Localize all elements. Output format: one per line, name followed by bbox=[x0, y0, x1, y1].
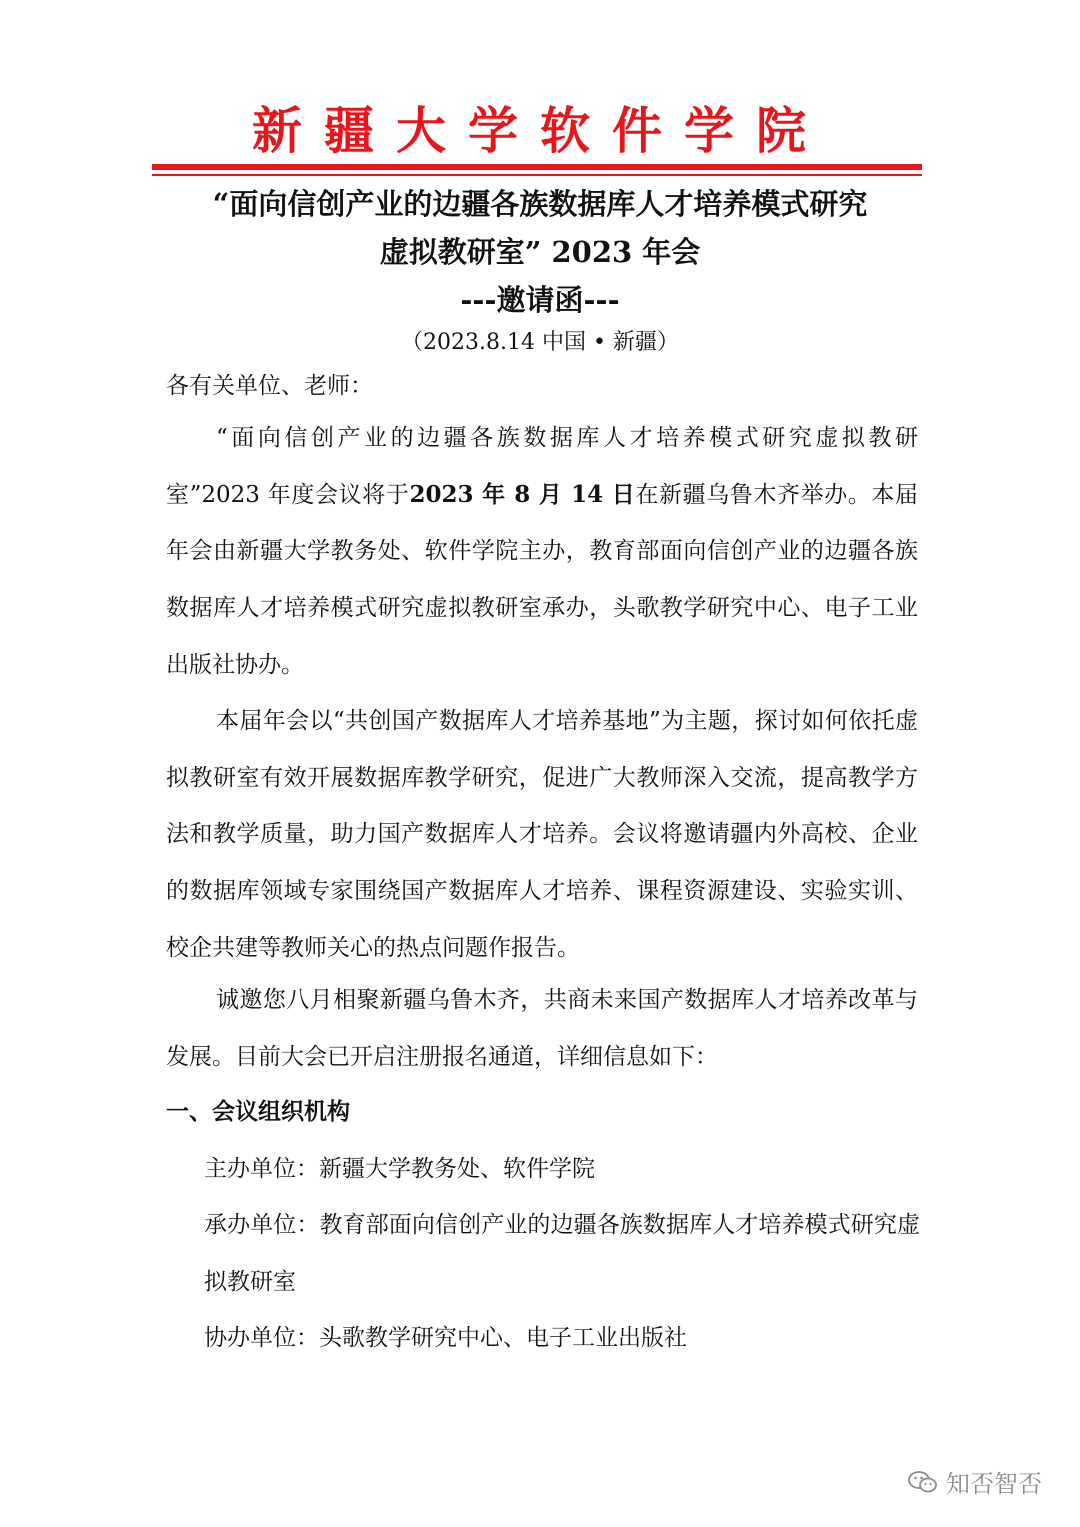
title-line-3: ---邀请函--- bbox=[460, 283, 620, 317]
watermark-text: 知否智否 bbox=[946, 1470, 1042, 1498]
paragraph-1 bbox=[166, 410, 918, 694]
co-organizer-unit: 协办单位：头歌教学研究中心、电子工业出版社 bbox=[204, 1325, 687, 1351]
title-line-2: 虚拟教研室” 2023 年会 bbox=[379, 235, 701, 269]
masthead-rule-thick bbox=[152, 164, 922, 170]
paragraph-3: 诚邀您八月相聚新疆乌鲁木齐，共商未来国产数据库人才培养改革与发展。目前大会已开启注册报名通道，详细信息如下： bbox=[166, 987, 918, 1070]
dateline: （2023.8.14 中国 • 新疆） bbox=[401, 330, 679, 355]
paragraph-1-part-a: “面向信创产业的边疆各族数据库人才培养模式研究虚拟教研室”2023 年度会议将于 bbox=[166, 425, 918, 508]
masthead-school-name: 新疆大学软件学院 bbox=[252, 101, 828, 160]
section-1-heading: 一、会议组织机构 bbox=[166, 1098, 350, 1125]
masthead-rule-thin bbox=[152, 174, 922, 176]
host-unit: 主办单位：新疆大学教务处、软件学院 bbox=[204, 1156, 595, 1182]
organizer-unit: 承办单位：教育部面向信创产业的边疆各族数据库人才培养模式研究虚拟教研室 bbox=[204, 1212, 920, 1295]
paragraph-1-date: 2023 年 8 月 14 日 bbox=[409, 480, 636, 508]
paragraph-2: 本届年会以“共创国产数据库人才培养基地”为主题，探讨如何依托虚拟教研室有效开展数据库教学研究，促进广大教师深入交流，提高教学方法和教学质量，助力国产数据库人才培养。会议将邀请疆内外高校、企业的数据库领域专家围绕国产数据库人才培养、课程资源建设、实验实训、校企共建等教师关心的热点问题作报告。 bbox=[166, 708, 918, 961]
watermark bbox=[908, 1464, 1042, 1499]
paragraph-1-part-b: 在新疆乌鲁木齐举办。本届年会由新疆大学教务处、软件学院主办，教育部面向信创产业的边疆各族数据库人才培养模式研究虚拟教研室承办，头歌教学研究中心、电子工业出版社协办。 bbox=[166, 481, 919, 678]
salutation: 各有关单位、老师： bbox=[166, 373, 373, 399]
wechat-icon bbox=[908, 1470, 938, 1494]
title-line-1: “面向信创产业的边疆各族数据库人才培养模式研究 bbox=[212, 187, 868, 221]
